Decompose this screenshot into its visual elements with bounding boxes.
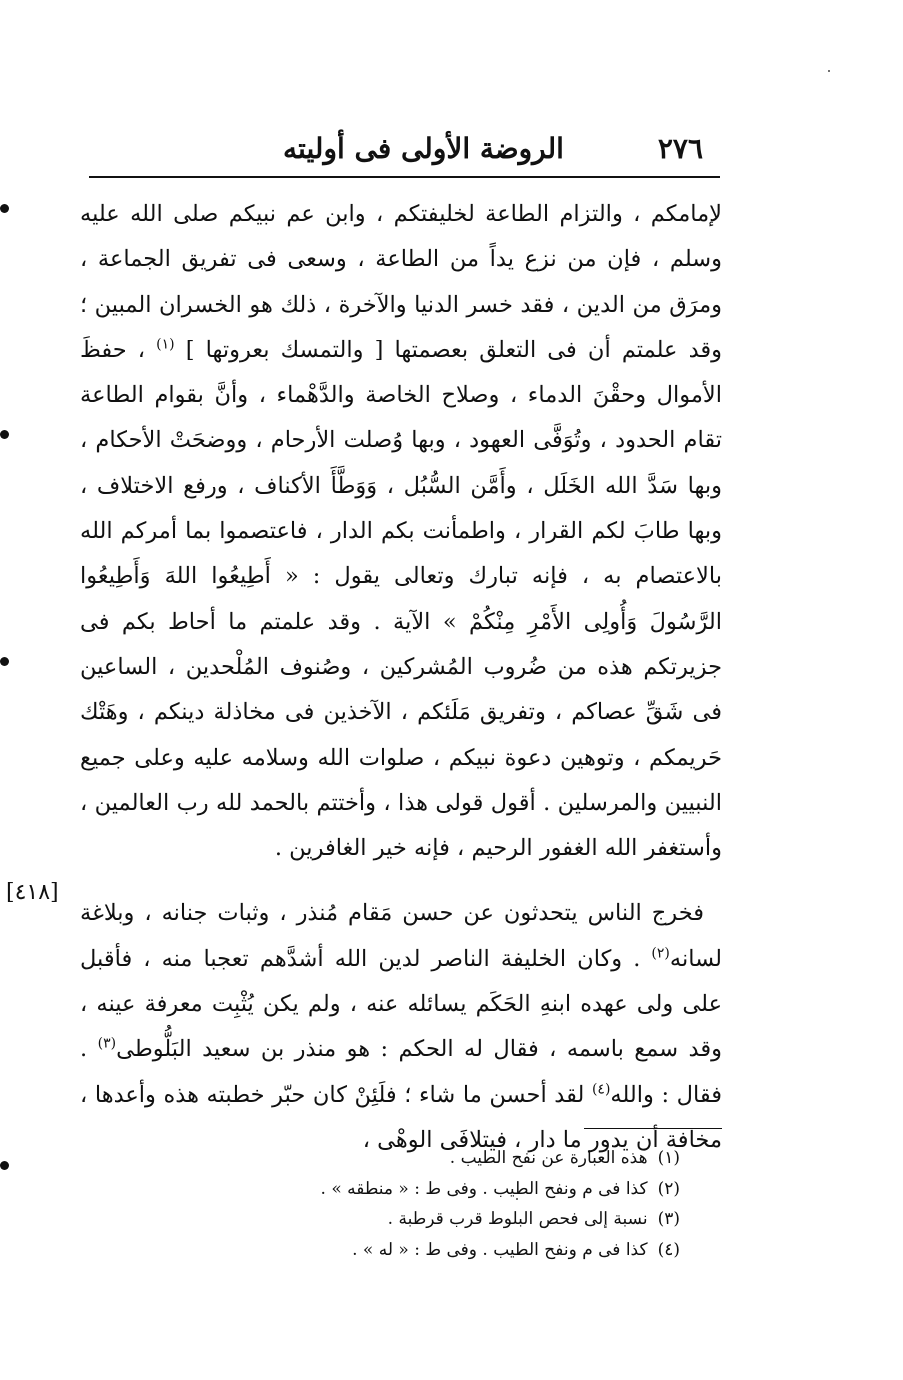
paragraph-1-text: لإمامكم ، والتزام الطاعة لخليفتكم ، وابن عم نبيكم صلى الله عليه وسلم ، فإن من نزع يداً من الطاعة ، وسعى فى تفريق الجماعة ، ومرَق من الدين ، فقد خسر الدنيا والآخرة ، ذلك هو الخسران المبين ؛ وقد علمتم أن فى التعلق بعصمتها [ والتمسك بعروتها ]	[80, 201, 723, 363]
running-title: الروضة الأولى فى أوليته	[283, 131, 564, 165]
edge-mark	[0, 430, 9, 439]
edge-mark	[0, 204, 9, 213]
footnote-number: (١)	[657, 1148, 680, 1168]
edge-mark	[0, 657, 9, 666]
footnote-2	[180, 1174, 680, 1205]
footnote-3	[180, 1204, 680, 1235]
footnote-ref-4: (٤)	[591, 1081, 611, 1098]
footnote-rule	[584, 1128, 722, 1129]
footnote-ref-1: (١)	[156, 336, 175, 353]
page-header	[283, 128, 703, 168]
footnote-number: (٢)	[657, 1178, 680, 1199]
paragraph-1	[80, 192, 722, 871]
footnote-number: (٤)	[657, 1239, 680, 1260]
footnote-text: كذا فى م ونفح الطيب . وفى ط : « منطقه » .	[320, 1178, 648, 1199]
paragraph-2-text-d: لقد أحسن ما شاء ؛ فلَئِنْ كان حبّر خطبته هذه وأعدها ، مخافة أن يدور ما دار ، فيتلافَى الوهْى ،	[80, 1081, 722, 1153]
paragraph-2-text-b: . وكان الخليفة الناصر لدين الله أشدَّهم تعجبا منه ، فأقبل على ولى عهده ابنهِ الحَكَم يسائله عنه ، ولم يكن يُثْبِت معرفة عينه ، وقد سمع باسمه ، فقال له الحكم : هو منذر بن سعيد البَلُّوطى	[80, 945, 722, 1063]
footnote-ref-3: (٣)	[97, 1035, 117, 1052]
footnotes	[180, 1143, 680, 1265]
paragraph-1-continued: ، حفظَ الأموال وحقْنَ الدماء ، وصلاح الخاصة والدَّهْماء ، وأنَّ بقوام الطاعة تقام الحدود ، وتُوَفَّى العهود ، وبها وُصلت الأرحام ، ووضحَتْ الأحكام ، وبها سَدَّ الله الخَلَل ، وأَمَّن السُّبُل ، وَوَطَّأَ الأكناف ، ورفع الاختلاف ، وبها طابَ لكم القرار ، واطمأنت بكم الدار ، فاعتصموا بما أمركم الله بالاعتصام به ، فإنه تبارك وتعالى يقول : « أَطِيعُوا اللهَ وَأَطِيعُوا الرَّسُولَ وَأُولِى الأَمْرِ مِنْكُمْ » الآية . وقد علمتم ما أحاط بكم فى جزيرتكم هذه من ضُروب المُشركين ، وصُنوف المُلْحدين ، الساعين فى شَقِّ عصاكم ، وتفريق مَلَئكم ، الآخذين فى مخاذلة دينكم ، وهَتْك حَريمكم ، وتوهين دعوة نبيكم ، صلوات الله وسلامه عليه وعلى جميع النبيين والمرسلين . أقول قولى هذا ، وأختتم بالحمد لله رب العالمين ، وأستغفر الله الغفور الرحيم ، فإنه خير الغافرين .	[80, 336, 722, 862]
header-rule	[89, 176, 720, 178]
edge-mark	[0, 1161, 9, 1170]
margin-page-reference: [٤١٨]	[6, 880, 59, 905]
footnote-ref-2: (٢)	[651, 945, 670, 962]
paragraph-2-text-c: . فقال : والله	[80, 1036, 723, 1108]
footnote-text: هذه العبارة عن نفح الطيب .	[449, 1148, 648, 1168]
main-text	[80, 192, 722, 1163]
paragraph-2-text-a: فخرج الناس يتحدثون عن حسن مَقام مُنذر ، وثبات جنانه ، وبلاغة لسانه	[80, 900, 722, 972]
footnote-number: (٣)	[657, 1209, 680, 1229]
footnote-4	[180, 1235, 680, 1266]
footnote-1	[180, 1143, 680, 1174]
speck	[828, 70, 830, 72]
page-number: ٢٧٦	[657, 131, 703, 165]
paragraph-2	[80, 891, 722, 1163]
footnote-text: نسبة إلى فحص البلوط قرب قرطبة .	[387, 1209, 648, 1229]
footnote-text: كذا فى م ونفح الطيب . وفى ط : « له » .	[352, 1239, 648, 1260]
